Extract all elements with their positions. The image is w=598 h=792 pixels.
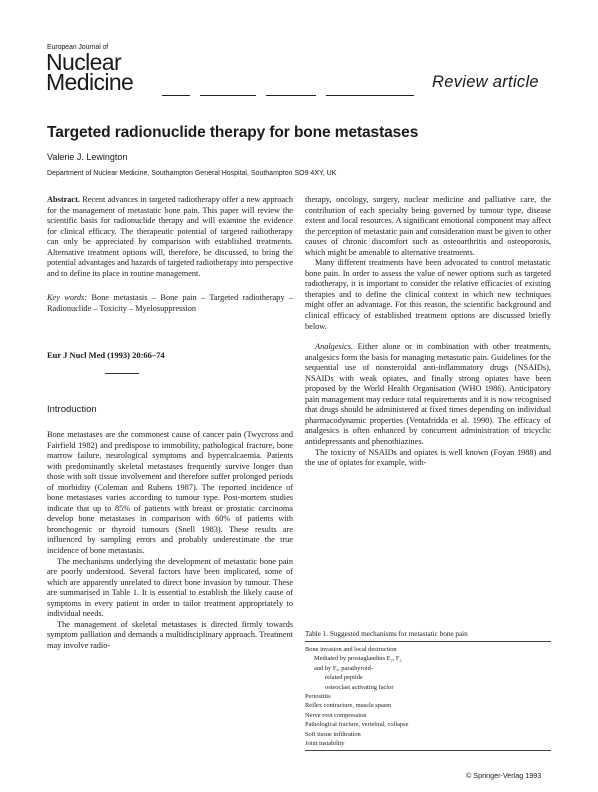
table-row: Bone invasion and local destruction (305, 646, 397, 653)
paragraph: therapy, oncology, surgery, nuclear medicine and palliative care, the contribution of each specialty being governed by tumour type, disease extent and local resources. A significant emotional component may affect the perception of metastatic pain and consideration must be given to other causes of chronic discomfort such as osteoarthritis and osteoporosis, which might be amenable to alternative treatments. (305, 195, 551, 257)
table-row: and by Fₐ, parathyroid- (314, 664, 373, 672)
keywords-label: Key words: (47, 293, 88, 302)
keywords (47, 293, 293, 314)
table-row: Pathological fracture, vertebral, collapse (305, 721, 409, 729)
section-label: Review article (432, 73, 539, 91)
journal-name-line2: Medicine (46, 69, 134, 95)
header-rule (162, 95, 414, 98)
table-body (305, 645, 551, 748)
introduction-body (47, 430, 293, 651)
abstract-label: Abstract. (47, 195, 80, 204)
article-title: Targeted radionuclide therapy for bone metastases (47, 124, 419, 141)
author-name: Valerie J. Lewington (47, 152, 128, 162)
journal-name-line1: Nuclear (46, 49, 122, 75)
introduction-heading: Introduction (47, 404, 97, 415)
table-rule (305, 750, 551, 751)
abstract-text: Recent advances in targeted radiotherapy offer a new approach for the management of metastatic bone pain. This paper will review the scientific basis for radionuclide therapy and will examine the evidence for clinical efficacy. The therapeutic potential of targeted radiotherapy can only be appreciated by comparison with established treatments. Alternative treatment options will, therefore, be discussed, to bring the potential advantages and hazards of targeted radiotherapy into perspective and to define its place in routine management. (47, 195, 293, 278)
table-row: Periostitis (305, 693, 331, 701)
abstract (47, 195, 293, 279)
paragraph: The toxicity of NSAIDs and opiates is well known (Foyan 1988) and the use of opiates for example, with- (305, 447, 551, 468)
analgesics-text: Either alone or in combination with other treatments, analgesics form the basis for managing metastatic pain. Guidelines for the sequential use of nonsteroidal anti-inflammatory drugs (NSAIDs), NSAIDs with weak opiates, and finally strong opiates have been proposed by the World Health Organisation (WHO 1986). Anticipatory pain management may reduce total requirements and it is now recognised that drugs should be administered at fixed times depending on individual pharmacodynamic properties (Ventafridda et al. 1990). The efficacy of analgesics is often enhanced by concurrent administration of tricyclic antidepressants and phenothiazines. (305, 342, 551, 447)
table-1 (305, 629, 551, 751)
journal-name-small: European Journal of (47, 44, 109, 51)
table-row: related peptide (325, 674, 363, 682)
author-affiliation: Department of Nuclear Medicine, Southampton General Hospital, Southampton SO9 4XY, UK (47, 170, 337, 177)
table-rule (305, 641, 551, 642)
paragraph: Many different treatments have been advocated to control metastatic bone pain. In order to assess the value of newer options such as targeted radiotherapy, it is important to consider the relative efficacies of existing therapies and to define the clinical context in which new techniques might offer an advantage. For this reason, the scientific background and clinical efficacy of established treatment options are discussed briefly below. (305, 258, 551, 331)
table-caption: Table 1. Suggested mechanisms for metastatic bone pain (305, 630, 468, 638)
paragraph: The management of skeletal metastases is directed firmly towards symptom palliation and demands a multidisciplinary approach. Treatment may involve radio- (47, 619, 293, 650)
table-row: Nerve root compression (305, 711, 367, 719)
copyright: © Springer-Verlag 1993 (466, 771, 542, 780)
keywords-text: Bone metastasis – Bone pain – Targeted radiotherapy – Radionuclide – Toxicity – Myelosuppression (47, 293, 294, 313)
citation: Eur J Nucl Med (1993) 20:66–74 (47, 350, 165, 360)
table-row: Soft tissue infiltration (305, 730, 361, 738)
paragraph: Bone metastases are the commonest cause of cancer pain (Twycross and Fairfield 1982) and predispose to immobility, pathological fracture, bone marrow failure, neurological symptoms and hypercalcaemia. Patients with predominantly skeletal metastases frequently survive longer than those with soft tissue involvement and therefore suffer prolonged periods of morbidity (Coleman and Rubens 1987). The reported incidence of bone metastases varies according to tumour type. Post-mortem studies indicate that up to 85% of patients with breast or prostatic carcinoma develop bone metastases in comparison with 60% of patients with bronchogenic or thyroid tumours (Snell 1983). These results are influenced by sampling errors and probably underestimate the true incidence of bone metastasis. (47, 430, 293, 556)
table-row: Joint instability (305, 740, 345, 748)
table-row: Reflex contracture, muscle spasm (305, 702, 392, 710)
divider (105, 373, 139, 374)
table-row: Mediated by prostaglandins E₂, F₂ (314, 655, 402, 663)
right-column-body (305, 195, 551, 469)
analgesics-label: Analgesics. (315, 342, 354, 352)
paragraph: The mechanisms underlying the development of metastatic bone pain are poorly understood. Several factors have been implicated, some of which are apparently unrelated to direct bone invasion by tumour. These are summarised in Table 1. It is essential to establish the likely cause of symptoms in every patient in order to tailor treatment appropriately to individual needs. (47, 556, 293, 619)
table-row: osteoclast activating factor (325, 683, 394, 691)
paragraph-analgesics (305, 342, 551, 447)
